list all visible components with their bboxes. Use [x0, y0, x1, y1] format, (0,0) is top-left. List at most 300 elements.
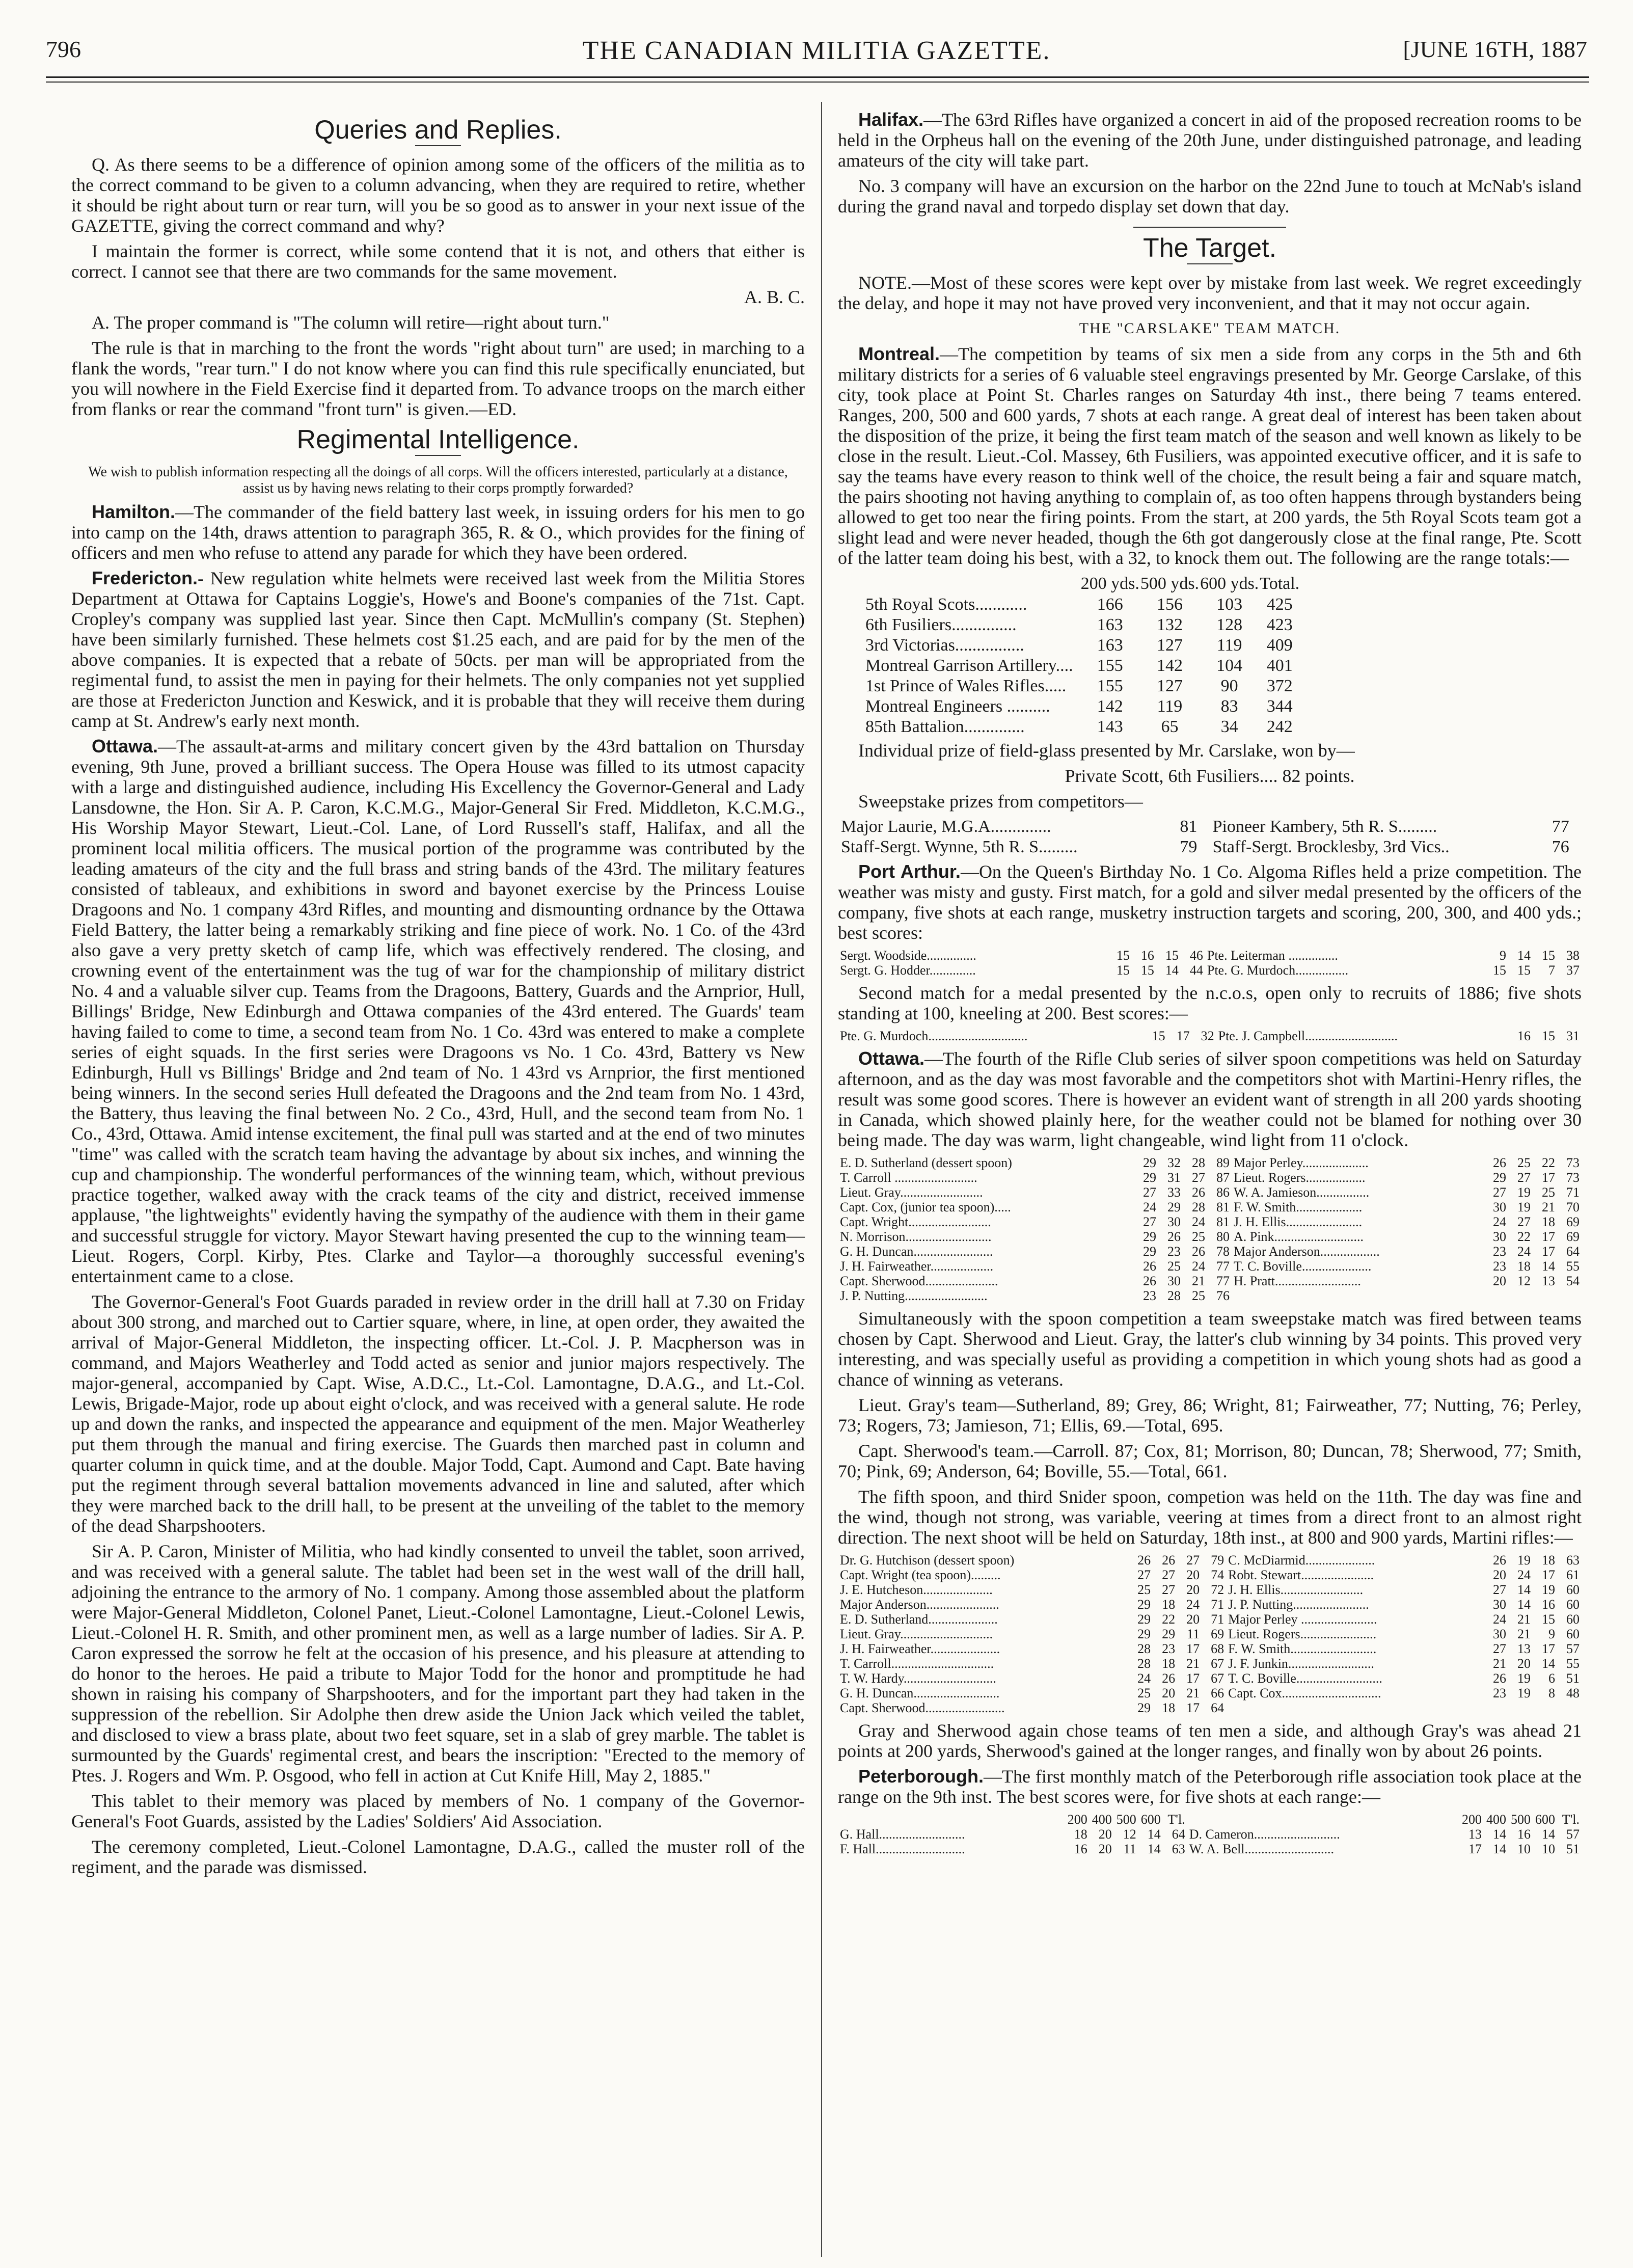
article-text: —The commander of the field battery last week, in issuing orders for his men to go into camp on the 14th, draws attention to paragraph 365, R. & O., which provides for the fining of officers and men who refuse to attend any parade for which they have been ordered.: [71, 502, 805, 563]
answer-rule: The rule is that in marching to the front the words "right about turn" are used; in marching to a flank the words, "rear turn." I do not know where you can find this rule specifically enunciated, but you will nowhere in the Field Exercise find it departed from. To advance troops on the march either from flanks or rear the command "front turn" is given.—ED.: [71, 338, 805, 419]
table-cell: C. McDiarmid.....................: [1228, 1553, 1375, 1568]
table-cell: T. W. Hardy............................: [840, 1671, 996, 1686]
port-arthur-scores: [838, 948, 1582, 978]
table-cell: 69: [1211, 1627, 1224, 1641]
query-signature: A. B. C.: [744, 287, 805, 307]
table-cell: 17: [1186, 1700, 1200, 1715]
table-cell: Sergt. Woodside...............: [840, 948, 976, 963]
table-cell: E. D. Sutherland (dessert spoon): [840, 1155, 1012, 1170]
table-row: [858, 615, 1300, 635]
table-cell: 24: [1517, 1244, 1531, 1259]
table-cell: Major Perley....................: [1234, 1155, 1369, 1170]
table-cell: Lieut. Rogers..................: [1234, 1170, 1366, 1185]
table-cell: Staff-Sergt. Brocklesby, 3rd Vics..: [1212, 838, 1450, 856]
table-row: [838, 1288, 1582, 1303]
table-row: [838, 1244, 1582, 1259]
table-cell: 9: [1548, 1627, 1555, 1641]
article-peterborough: [838, 1766, 1582, 1807]
table-cell: 63: [1566, 1553, 1580, 1568]
table-cell: J. H. Fairweather...................: [840, 1259, 994, 1274]
article-hamilton: [71, 502, 805, 563]
table-cell: 86: [1216, 1185, 1230, 1200]
table-cell: 10: [1542, 1842, 1555, 1856]
table-cell: J. F. Junkin..........................: [1228, 1656, 1374, 1671]
table-cell: 23: [1143, 1288, 1157, 1303]
column-divider: [821, 102, 822, 2257]
carslake-totals-table: [858, 573, 1300, 737]
table-cell: 34: [1220, 717, 1238, 736]
table-cell: Pte. Leiterman ...............: [1207, 948, 1338, 963]
table-cell: T'l.: [1167, 1812, 1185, 1827]
table-cell: J. P. Nutting.........................: [840, 1288, 988, 1303]
right-column: [838, 110, 1582, 1861]
table-cell: 400: [1486, 1812, 1506, 1827]
table-cell: 69: [1566, 1214, 1580, 1229]
table-row: [838, 1259, 1582, 1274]
table-cell: 142: [1156, 656, 1183, 675]
table-cell: 22: [1542, 1155, 1555, 1170]
table-cell: 83: [1220, 697, 1238, 716]
table-row: [838, 837, 1582, 857]
table-cell: 26: [1143, 1274, 1157, 1288]
table-cell: 14: [1517, 1582, 1531, 1597]
section-rule: [1133, 227, 1286, 228]
table-cell: 29: [1143, 1170, 1157, 1185]
table-cell: [1557, 1288, 1582, 1303]
table-cell: 68: [1211, 1641, 1224, 1656]
table-cell: F. W. Smith..........................: [1228, 1641, 1377, 1656]
table-row: [838, 817, 1582, 837]
page-number: 796: [46, 36, 81, 62]
table-cell: 15: [1517, 963, 1531, 978]
table-cell: Pte. J. Campbell............................: [1218, 1029, 1398, 1043]
table-cell: [1484, 1700, 1508, 1715]
table-row: [858, 656, 1300, 676]
table-cell: 28: [1137, 1641, 1151, 1656]
table-cell: W. A. Bell...........................: [1189, 1842, 1335, 1856]
table-cell: F. W. Smith....................: [1234, 1200, 1363, 1214]
table-cell: 19: [1517, 1671, 1531, 1686]
article-text: —The assault-at-arms and military concert given by the 43rd battalion on Thursday evening, 9th June, proved a brilliant success. The Opera House was filled to its utmost capacity with a large and distinguished audience, including His Excellency the Governor-General and Lady Lansdowne, the Hon. Sir A. P. Caron, K.C.M.G., Major-General Sir Fred. Middleton, K.C.M.G., His Worship Mayor Stewart, Lieut.-Col. Lane, of Lord Russell's staff, Halifax, and all the prominent local militia officers. The musical portion of the programme was contributed by the leading amateurs of the city and the full brass and string bands of the 43rd. The military features consisted of tableaux, and exhibitions in sword and bayonet exercise by the Princess Louise Dragoons and No. 1 company 43rd Rifles, and mounting and dismounting ordnance by the Ottawa Field Battery, the latter being a remarkably striking and fine piece of work. No. 1 Co. of the 43rd also gave a very pretty sketch of camp life, which was effectively rendered. The closing, and crowning event of the entertainment was the tug of war for the championship of military district No. 4 and a valuable silver cup. Teams from the Dragoons, Battery, Guards and the Arnprior, Hull, Billings' Bridge, New Edinburgh and Ottawa companies of the 43rd entered. The Guards' team having failed to come to time, a second team from No. 1 Co. 43rd was entered to make a complete series of eight squads. In the first series were Dragoons vs No. 1 Co. 43rd, Battery vs New Edinburgh, Hull vs Billings' Bridge and 2nd team of No. 1 43rd vs Arnprior, the first mentioned being winners. In the second series Hull defeated the Dragoons and the 2nd team from No. 1 43rd, the Battery, thus leaving the final between No. 2 Co., 43rd, Hull, and the second team from No. 1 Co., 43rd, Ottawa. Amid intense excitement, the final pull was started and at the end of two minutes "time" was called with the scratch team having the advantage by about six inches, and winning the cup and championship. The wonderful performances of the winning team, which, without previous practice together, walked away with the crack teams of the city and district, received immense applause, "the lightweights" evidently having the sympathy of the audience with them in their game and successful struggle for victory. Mayor Stewart having presented the cup to the winning team—Lieut. Rogers, Corpl. Kirby, Ptes. Clarke and Taylor—a thoroughly successful evening's entertainment came to a close.: [71, 736, 805, 1286]
table-cell: 30: [1493, 1627, 1506, 1641]
table-row: [838, 1700, 1582, 1715]
table-row: [838, 1671, 1582, 1686]
table-cell: 423: [1266, 615, 1293, 634]
table-cell: 19: [1517, 1553, 1531, 1568]
table-cell: 17: [1542, 1244, 1555, 1259]
table-cell: 26: [1137, 1553, 1151, 1568]
table-cell: 17: [1176, 1029, 1190, 1043]
table-cell: 16: [1517, 1827, 1531, 1842]
table-cell: 24: [1137, 1671, 1151, 1686]
table-cell: 15: [1542, 1029, 1555, 1043]
table-cell: 90: [1220, 677, 1238, 695]
table-cell: 69: [1566, 1229, 1580, 1244]
table-cell: 26: [1162, 1553, 1176, 1568]
table-row: [838, 948, 1582, 963]
table-cell: 17: [1542, 1641, 1555, 1656]
table-cell: [1533, 1700, 1557, 1715]
table-cell: 242: [1266, 717, 1293, 736]
table-cell: J. H. Ellis.........................: [1228, 1582, 1364, 1597]
table-cell: A. Pink...........................: [1234, 1229, 1364, 1244]
table-cell: 20: [1186, 1582, 1200, 1597]
table-cell: 27: [1493, 1582, 1506, 1597]
table-cell: 26: [1192, 1185, 1206, 1200]
table-cell: 27: [1517, 1170, 1531, 1185]
table-cell: 344: [1266, 697, 1293, 716]
article-text: —The 63rd Rifles have organized a concert in aid of the proposed recreation rooms to be held in the Orpheus hall on the evening of the 20th June, under distinguished patronage, and leading amateurs of the city will take part.: [838, 110, 1582, 171]
table-cell: 60: [1566, 1597, 1580, 1612]
table-row: [858, 635, 1300, 656]
table-cell: Capt. Cox, (junior tea spoon).....: [840, 1200, 1011, 1214]
table-row: [838, 1214, 1582, 1229]
table-cell: 31: [1167, 1170, 1181, 1185]
article-text: —The competition by teams of six men a side from any corps in the 5th and 6th military districts for a series of 6 valuable steel engravings presented by Mr. George Carslake, of this city, took place at Point St. Charles ranges on Saturday 4th inst., there being 7 teams entered. Ranges, 200, 500 and 600 yards, 7 shots at each range. A great deal of interest has been taken about the disposition of the prize, it being the first team match of the season and well known as likely to be close in the result. Lieut.-Col. Massey, 6th Fusiliers, was appointed executive officer, and it is safe to say the teams have every reason to think well of the choice, the result being a fair and square match, the pairs shooting not having anything to complain of, as too often happens through bystanders being allowed to get too near the firing points. From the start, at 200 yards, the 5th Royal Scots team got a slight lead and were never headed, though the 6th got dangerously close at the final range, Pte. Scott of the latter team doing his best, with a 32, to knock them out. The following are the range totals:—: [838, 344, 1582, 568]
table-cell: 77: [1216, 1259, 1230, 1274]
table-cell: 23: [1162, 1641, 1176, 1656]
article-text: —The fourth of the Rifle Club series of silver spoon competitions was held on Saturday afternoon, and as the day was most favorable and the competitors shot with Martini-Henry rifles, the result was some good scores. There is however an evident want of strength in all 200 yards shooting in Canada, which showed plainly here, for the weather could not be blamed for nothing over 30 being made. The day was warm, light changeable, wind light from 11 o'clock.: [838, 1048, 1582, 1150]
table-cell: 27: [1137, 1568, 1151, 1582]
table-cell: 20: [1186, 1568, 1200, 1582]
table-cell: 12: [1123, 1827, 1136, 1842]
table-cell: 17: [1542, 1568, 1555, 1582]
table-cell: 18: [1542, 1553, 1555, 1568]
carslake-title: THE "CARSLAKE" TEAM MATCH.: [1079, 320, 1341, 337]
article-ottawa-rifle: [838, 1048, 1582, 1150]
table-cell: Major Anderson..................: [1234, 1244, 1380, 1259]
table-cell: 14: [1542, 1259, 1555, 1274]
table-cell: 29: [1162, 1627, 1176, 1641]
header-rule: [46, 76, 1589, 78]
table-cell: 46: [1189, 948, 1203, 963]
table-cell: Capt. Cox..............................: [1228, 1686, 1381, 1700]
answer-command: A. The proper command is "The column will retire—right about turn.": [92, 312, 610, 333]
table-cell: J. H. Ellis.......................: [1234, 1214, 1363, 1229]
table-cell: 26: [1493, 1671, 1506, 1686]
title-rule: [415, 145, 461, 146]
table-cell: 89: [1216, 1155, 1230, 1170]
table-cell: 21: [1192, 1274, 1206, 1288]
table-cell: [1187, 1812, 1459, 1827]
table-cell: 21: [1517, 1627, 1531, 1641]
table-cell: 15: [1542, 1612, 1555, 1627]
table-cell: 10: [1517, 1842, 1531, 1856]
table-cell: D. Cameron..........................: [1189, 1827, 1340, 1842]
article-text: - New regulation white helmets were received last week from the Militia Stores Department at Ottawa for Captains Loggie's, Howe's and Boone's companies of the 71st. Capt. Cropley's company was supplied last year. Since then Capt. McMullin's company (St. Stephen) have been similarly furnished. These helmets cost $1.25 each, and are paid for by the men of the above companies. It is expected that a rebate of 50cts. per man will be appropriated from the regimental fund, to assist the men in paying for their helmets. The only companies not yet supplied are those at Fredericton Junction and Keswick, and it is probable that they will receive them during camp at St. Andrew's early next month.: [71, 568, 805, 731]
table-cell: 11: [1123, 1842, 1136, 1856]
table-cell: 127: [1156, 636, 1183, 655]
table-header-row: [858, 573, 1300, 595]
table-cell: 67: [1211, 1656, 1224, 1671]
article-foot-guards: The Governor-General's Foot Guards paraded in review order in the drill hall at 7.30 on Friday about 300 strong, and marched out to Cartier square, where, in line, at open order, they awaited the arrival of Major-General Middleton, the inspecting officer. Lt.-Col. J. P. Macpherson was in command, and Majors Weatherley and Todd acted as senior and junior majors respectively. The major-general, accompanied by Capt. Wise, A.D.C., Lt.-Col. Lamontagne, D.A.G., and Lt.-Col. Lewis, Brigade-Major, rode up about eight o'clock, and was received with a general salute. He rode up and down the ranks, and inspected the appearance and equipment of the men. Major Weatherley put them through the manual and firing exercise. The Guards then marched past in column and quarter column in quick time, and at the double. Major Todd, Capt. Aumond and Capt. Bate having put the regiment through several battalion movements advanced in line and saluted, after which they were marched back to the drill hall, to be present at the unveiling of the tablet to the memory of the dead Sharpshooters.: [71, 1291, 805, 1536]
table-cell: H. Pratt..........................: [1234, 1274, 1361, 1288]
table-cell: 18: [1074, 1827, 1087, 1842]
table-cell: 25: [1542, 1185, 1555, 1200]
table-cell: Major Perley .......................: [1228, 1612, 1377, 1627]
table-row: [838, 1612, 1582, 1627]
table-cell: 29: [1137, 1612, 1151, 1627]
table-cell: 29: [1137, 1700, 1151, 1715]
table-cell: 71: [1211, 1612, 1224, 1627]
left-column: [71, 110, 805, 1882]
prize-winner: Private Scott, 6th Fusiliers.... 82 points.: [1065, 766, 1355, 786]
table-cell: 26: [1162, 1671, 1176, 1686]
table-cell: 155: [1097, 656, 1123, 675]
table-cell: 20: [1098, 1827, 1112, 1842]
place-heading: Montreal.: [858, 343, 940, 364]
table-cell: J. E. Hutcheson.....................: [840, 1582, 993, 1597]
table-cell: [858, 573, 1080, 595]
table-row: [838, 1582, 1582, 1597]
table-cell: 55: [1566, 1259, 1580, 1274]
table-cell: 29: [1493, 1170, 1506, 1185]
table-cell: 37: [1566, 963, 1580, 978]
table-cell: Pte. G. Murdoch................: [1207, 963, 1349, 978]
table-cell: Lieut. Gray............................: [840, 1627, 993, 1641]
table-cell: Capt. Sherwood......................: [840, 1274, 998, 1288]
table-cell: 25: [1137, 1582, 1151, 1597]
table-cell: 14: [1147, 1842, 1161, 1856]
table-cell: 44: [1189, 963, 1203, 978]
issue-date: [JUNE 16TH, 1887: [1403, 36, 1587, 62]
table-cell: 29: [1143, 1229, 1157, 1244]
table-cell: 78: [1216, 1244, 1230, 1259]
article-halifax-2: No. 3 company will have an excursion on the harbor on the 22nd June to touch at McNab's island during the grand naval and torpedo display set down that day.: [838, 176, 1582, 217]
table-cell: 18: [1162, 1597, 1176, 1612]
table-cell: 33: [1167, 1185, 1181, 1200]
table-cell: 60: [1566, 1612, 1580, 1627]
table-cell: J. P. Nutting.......................: [1228, 1597, 1369, 1612]
table-cell: 20: [1098, 1842, 1112, 1856]
table-cell: 28: [1137, 1656, 1151, 1671]
table-cell: 26: [1493, 1155, 1506, 1170]
table-cell: 372: [1266, 677, 1293, 695]
section-title-target: The Target.: [1142, 233, 1277, 263]
table-row: [838, 1686, 1582, 1700]
table-cell: [1508, 1700, 1533, 1715]
table-cell: 23: [1167, 1244, 1181, 1259]
table-cell: 200: [1067, 1812, 1087, 1827]
place-heading: Port Arthur.: [858, 861, 961, 882]
sweepstake-table: [838, 817, 1582, 857]
table-cell: 71: [1211, 1597, 1224, 1612]
table-cell: 32: [1201, 1029, 1214, 1043]
place-heading: Ottawa.: [858, 1048, 925, 1069]
article-fredericton: [71, 568, 805, 731]
port-arthur-second-scores: [838, 1029, 1582, 1043]
table-cell: [838, 1812, 1065, 1827]
table-cell: 76: [1216, 1288, 1230, 1303]
table-cell: 26: [1167, 1229, 1181, 1244]
table-cell: 61: [1566, 1568, 1580, 1582]
table-cell: 64: [1211, 1700, 1224, 1715]
table-cell: 16: [1542, 1597, 1555, 1612]
table-row: [838, 1842, 1582, 1856]
table-cell: 20: [1517, 1656, 1531, 1671]
table-cell: 26: [1493, 1553, 1506, 1568]
table-cell: 200: [1462, 1812, 1482, 1827]
table-cell: 409: [1266, 636, 1293, 655]
table-cell: 143: [1097, 717, 1123, 736]
place-heading: Peterborough.: [858, 1766, 984, 1787]
masthead-title: THE CANADIAN MILITIA GAZETTE.: [582, 36, 1051, 65]
table-cell: Robt. Stewart......................: [1228, 1568, 1374, 1582]
table-cell: G. H. Duncan..........................: [840, 1686, 1000, 1700]
table-cell: 77: [1216, 1274, 1230, 1288]
table-cell: 9: [1500, 948, 1506, 963]
table-cell: 14: [1493, 1827, 1506, 1842]
table-cell: Dr. G. Hutchison (dessert spoon): [840, 1553, 1015, 1568]
table-cell: 29: [1137, 1597, 1151, 1612]
table-cell: 23: [1493, 1259, 1506, 1274]
spoon5-scores: [838, 1553, 1582, 1715]
sweepstake-team: Simultaneously with the spoon competition a team sweepstake match was fired between teams chosen by Capt. Sherwood and Lieut. Gray, the latter's club winning by 34 points. This proved very interesting, and was specially useful as providing a competition in which young shots had as good a chance of winning as veterans.: [838, 1308, 1582, 1390]
table-cell: 20: [1162, 1686, 1176, 1700]
table-cell: Staff-Sergt. Wynne, 5th R. S.........: [841, 838, 1078, 856]
table-cell: 24: [1192, 1259, 1206, 1274]
table-cell: [1533, 1288, 1557, 1303]
table-cell: 22: [1162, 1612, 1176, 1627]
table-cell: 27: [1517, 1214, 1531, 1229]
table-cell: 19: [1517, 1185, 1531, 1200]
table-cell: 15: [1165, 948, 1179, 963]
table-cell: 32: [1167, 1155, 1181, 1170]
table-cell: 70: [1566, 1200, 1580, 1214]
table-cell: 3rd Victorias................: [865, 636, 1024, 655]
table-cell: 24: [1493, 1612, 1506, 1627]
table-cell: 28: [1192, 1200, 1206, 1214]
article-caron: Sir A. P. Caron, Minister of Militia, who had kindly consented to unveil the tablet, soon arrived, and was received with a general salute. The tablet had been set in the west wall of the drill hall, adjoining the entrance to the armory of No. 1 company. Among those assembled about the platform were Major-General Middleton, Colonel Panet, Lieut.-Colonel Lamontagne, Lieut.-Colonel Lewis, Lieut.-Colonel H. R. Smith, and other prominent men, as well as a large number of ladies. Sir A. P. Caron expressed the sorrow he felt at the occasion of his presence, and his pleasure at attending to do honor to the heroes. He paid a tribute to Major Todd for the honor and promptitude he had shown in raising his company of Sharpshooters, and for the important part they had taken in the suppression of the rebellion. Sir Adolphe then drew aside the Union Jack which veiled the tablet, and disclosed to view a brass plate, about two feet square, set in a slab of grey marble. The tablet is surmounted by the Guards' regimental crest, and bears the inscription: "Erected to the memory of Ptes. J. Rogers and Wm. P. Osgood, who fell in action at Cut Knife Hill, May 2, 1885.": [71, 1541, 805, 1786]
table-cell: 14: [1542, 1827, 1555, 1842]
table-cell: 1st Prince of Wales Rifles.....: [865, 677, 1067, 695]
table-cell: [1484, 1288, 1508, 1303]
table-cell: 65: [1161, 717, 1179, 736]
table-cell: 600 yds.: [1200, 574, 1259, 593]
place-heading: Hamilton.: [92, 501, 176, 522]
table-cell: 27: [1143, 1185, 1157, 1200]
table-cell: 21: [1542, 1200, 1555, 1214]
table-cell: 15: [1493, 963, 1506, 978]
table-cell: 600: [1535, 1812, 1555, 1827]
query-question: Q. As there seems to be a difference of opinion among some of the officers of the militia as to the correct command to be given to a column advancing, when they are required to retire, whether it should be right about turn or rear turn, will you be so good as to answer in your next issue of the GAZETTE, giving the correct command and why?: [71, 154, 805, 236]
table-cell: 132: [1156, 615, 1183, 634]
table-cell: 25: [1192, 1288, 1206, 1303]
table-cell: 81: [1216, 1200, 1230, 1214]
table-cell: 18: [1162, 1656, 1176, 1671]
sherwood-team: Capt. Sherwood's team.—Carroll. 87; Cox, 81; Morrison, 80; Duncan, 78; Sherwood, 77; Smith, 70; Pink, 69; Anderson, 64; Boville, 55.—Total, 661.: [838, 1441, 1582, 1481]
table-cell: 27: [1186, 1553, 1200, 1568]
table-cell: 51: [1566, 1842, 1580, 1856]
table-cell: 600: [1140, 1812, 1161, 1827]
table-cell: 25: [1167, 1259, 1181, 1274]
table-row: [858, 717, 1300, 737]
table-row: [838, 1229, 1582, 1244]
table-cell: F. Hall...........................: [840, 1842, 965, 1856]
table-cell: 142: [1097, 697, 1123, 716]
article-tablet: This tablet to their memory was placed by members of No. 1 company of the Governor-General's Foot Guards, assisted by the Ladies' Soldiers' Aid Association.: [71, 1791, 805, 1831]
fifth-spoon: The fifth spoon, and third Snider spoon, competion was held on the 11th. The day was fine and the wind, though not strong, was variable, veering at times from a direct front to an almost right direction. The next shoot will be held on Saturday, 18th inst., at 800 and 900 yards, Martini rifles:—: [838, 1487, 1582, 1548]
table-cell: T. Carroll .........................: [840, 1170, 977, 1185]
table-cell: 22: [1517, 1229, 1531, 1244]
article-montreal: [838, 344, 1582, 568]
sweepstake-label: Sweepstake prizes from competitors—: [858, 791, 1143, 812]
table-cell: 29: [1143, 1155, 1157, 1170]
table-cell: 87: [1216, 1170, 1230, 1185]
table-cell: 79: [1211, 1553, 1224, 1568]
table-cell: 20: [1493, 1568, 1506, 1582]
header-rule-thin: [46, 82, 1589, 83]
table-cell: 156: [1156, 595, 1183, 614]
table-row: [838, 1597, 1582, 1612]
table-cell: 74: [1211, 1568, 1224, 1582]
table-row: [838, 1029, 1582, 1043]
table-cell: T. Carroll...............................: [840, 1656, 994, 1671]
page-header: [0, 36, 1633, 71]
table-cell: 103: [1216, 595, 1243, 614]
table-row: [858, 595, 1300, 615]
table-cell: 19: [1517, 1200, 1531, 1214]
table-cell: G. H. Duncan........................: [840, 1244, 993, 1259]
table-cell: Pte. G. Murdoch..............................: [840, 1029, 1028, 1043]
table-cell: 26: [1143, 1259, 1157, 1274]
table-cell: Capt. Wright (tea spoon).........: [840, 1568, 1001, 1582]
table-cell: 15: [1116, 963, 1130, 978]
table-cell: Capt. Wright.........................: [840, 1214, 991, 1229]
table-row: [838, 1627, 1582, 1641]
table-cell: 14: [1165, 963, 1179, 978]
table-row: [838, 1553, 1582, 1568]
table-cell: 400: [1092, 1812, 1112, 1827]
table-cell: 54: [1566, 1274, 1580, 1288]
table-cell: 6th Fusiliers...............: [865, 615, 1017, 634]
table-cell: T. C. Boville..........................: [1228, 1671, 1382, 1686]
table-cell: 23: [1493, 1686, 1506, 1700]
table-cell: 55: [1566, 1656, 1580, 1671]
title-rule: [415, 455, 461, 456]
table-cell: 19: [1517, 1686, 1531, 1700]
table-cell: 20: [1493, 1274, 1506, 1288]
article-text: —On the Queen's Birthday No. 1 Co. Algoma Rifles held a prize competition. The weather was misty and gusty. First match, for a gold and silver medal presented by the officers of the company, five shots at each range, musketry instruction targets and scoring, 200, 300, and 400 yds.; best scores:: [838, 861, 1582, 943]
table-cell: 30: [1493, 1597, 1506, 1612]
table-cell: 30: [1167, 1214, 1181, 1229]
table-row: [838, 1827, 1582, 1842]
peterborough-scores: [838, 1812, 1582, 1856]
table-cell: 21: [1186, 1656, 1200, 1671]
table-cell: 17: [1542, 1170, 1555, 1185]
table-cell: 6: [1548, 1671, 1555, 1686]
table-cell: Capt. Sherwood........................: [840, 1700, 1005, 1715]
port-arthur-second: Second match for a medal presented by the n.c.o.s, open only to recruits of 1886; five shots standing at 100, kneeling at 200. Best scores:—: [838, 983, 1582, 1023]
table-cell: 60: [1566, 1627, 1580, 1641]
table-cell: 166: [1097, 595, 1123, 614]
table-cell: [1557, 1700, 1582, 1715]
table-cell: 30: [1167, 1274, 1181, 1288]
table-cell: T. C. Boville.....................: [1234, 1259, 1372, 1274]
table-cell: 15: [1140, 963, 1154, 978]
table-cell: 16: [1517, 1029, 1531, 1043]
table-cell: 155: [1097, 677, 1123, 695]
table-cell: 119: [1216, 636, 1242, 655]
table-cell: 500: [1116, 1812, 1136, 1827]
title-rule: [1187, 263, 1233, 264]
table-cell: 60: [1566, 1582, 1580, 1597]
table-cell: 66: [1211, 1686, 1224, 1700]
article-ceremony: The ceremony completed, Lieut.-Colonel Lamontagne, D.A.G., called the muster roll of the regiment, and the parade was dismissed.: [71, 1837, 805, 1877]
table-cell: 72: [1211, 1582, 1224, 1597]
table-cell: 21: [1186, 1686, 1200, 1700]
table-cell: 25: [1517, 1155, 1531, 1170]
